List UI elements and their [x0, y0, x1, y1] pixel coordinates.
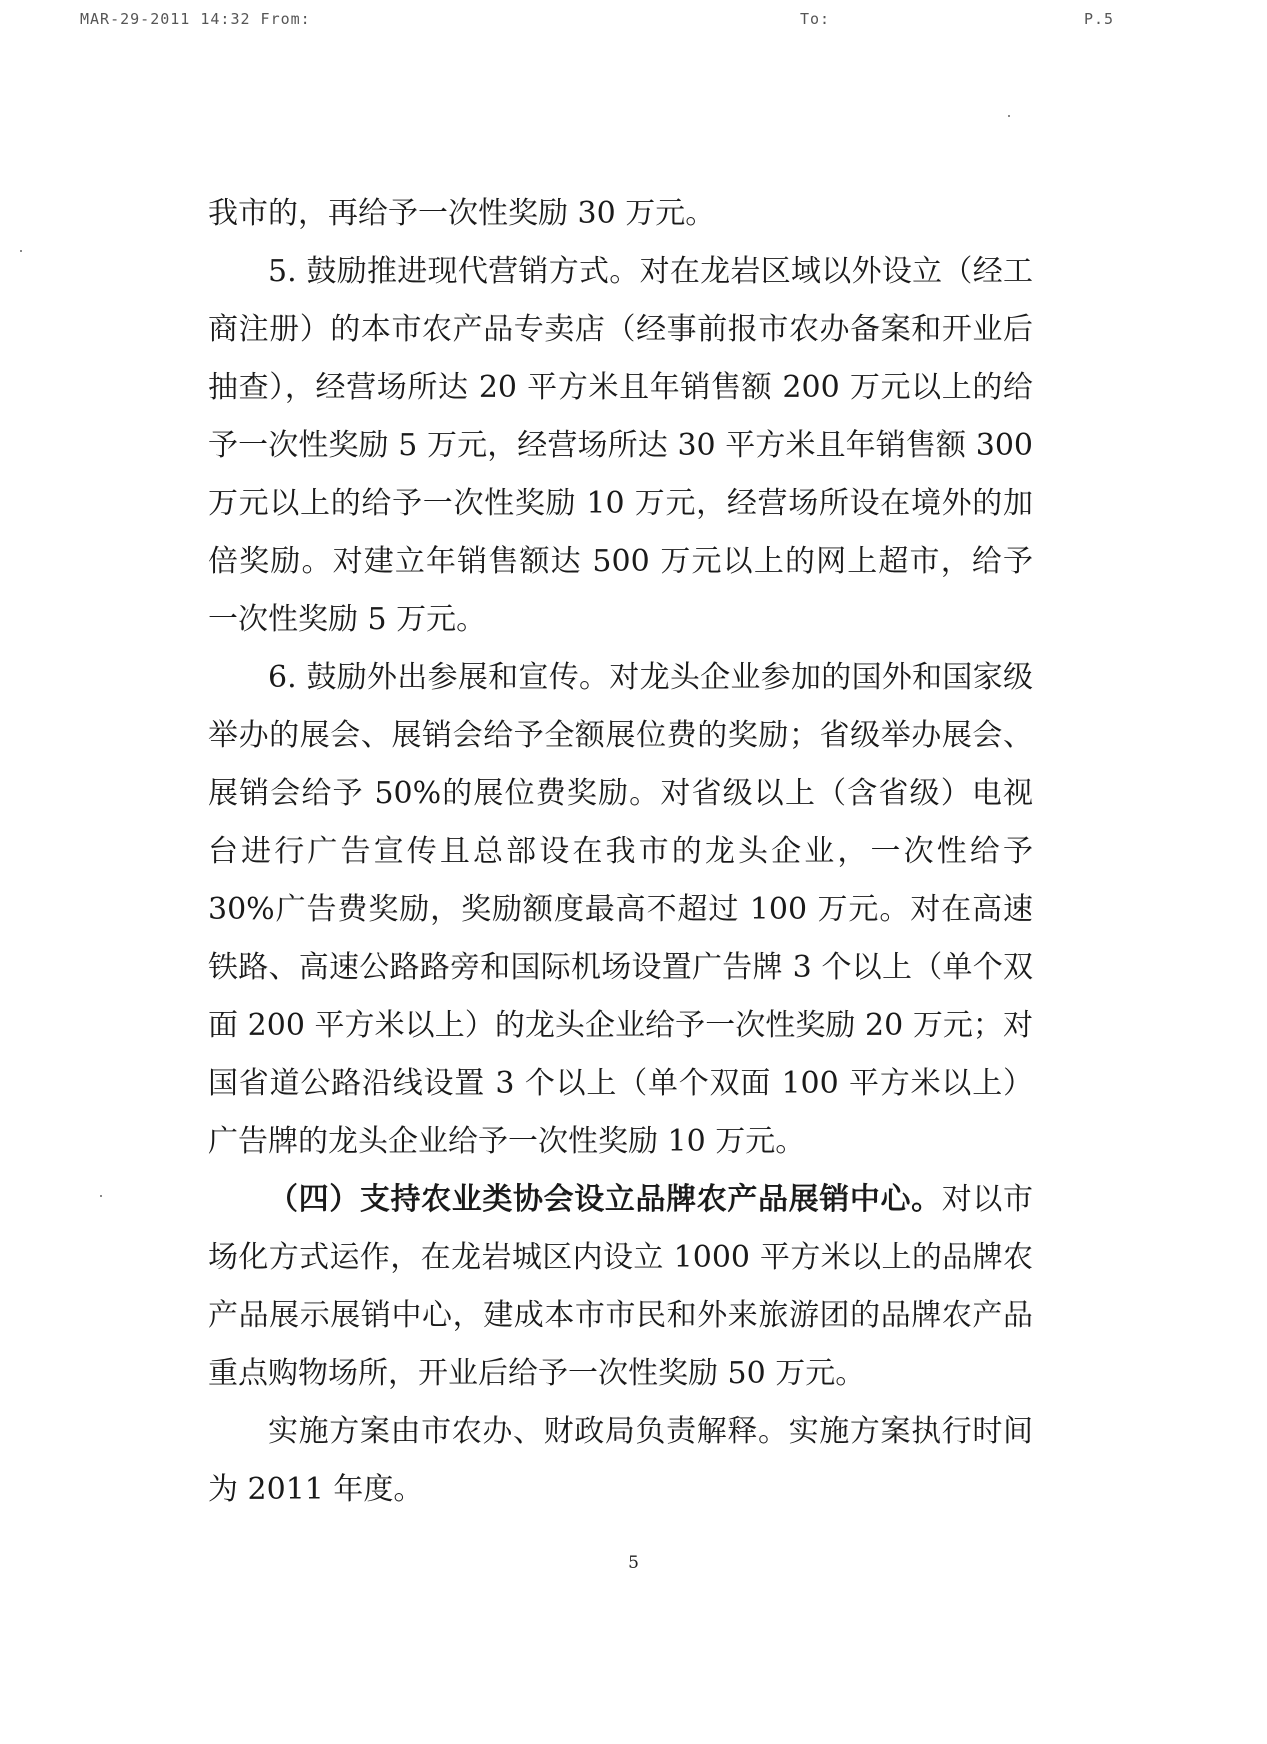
page-number: 5 [628, 1553, 639, 1573]
fax-page-label: P.5 [1084, 10, 1115, 28]
fax-header [0, 10, 1267, 34]
paragraph-item-6: 6. 鼓励外出参展和宣传。对龙头企业参加的国外和国家级举办的展会、展销会给予全额展位费的奖励；省级举办展会、展销会给予 50%的展位费奖励。对省级以上（含省级）电视台进行广告宣传且总部设在我市的龙头企业，一次性给予 30%广告费奖励，奖励额度最高不超过 100 万元。对在高速铁路、高速公路路旁和国际机场设置广告牌 3 个以上（单个双面 200 平方米以上）的龙头企业给予一次性奖励 20 万元；对国省道公路沿线设置 3 个以上（单个双面 100 平方米以上）广告牌的龙头企业给予一次性奖励 10 万元。 [208, 660, 1033, 1159]
section-4-body: 对以市场化方式运作，在龙岩城区内设立 1000 平方米以上的品牌农产品展示展销中心，建成本市市民和外来旅游团的品牌农产品重点购物场所，开业后给予一次性奖励 50 万元。 [208, 1182, 1033, 1391]
fax-to: To: [800, 10, 831, 28]
scan-speck [100, 1195, 102, 1197]
paragraph-section-4 [208, 1171, 1033, 1403]
document-body [208, 185, 1033, 1519]
section-4-heading: （四）支持农业类协会设立品牌农产品展销中心。 [268, 1182, 942, 1217]
fax-datetime-from: MAR-29-2011 14:32 From: [80, 10, 311, 28]
scan-speck [20, 250, 22, 252]
paragraph-continuation: 我市的，再给予一次性奖励 30 万元。 [208, 196, 716, 231]
paragraph-closing: 实施方案由市农办、财政局负责解释。实施方案执行时间为 2011 年度。 [208, 1414, 1033, 1507]
paragraph-item-5: 5. 鼓励推进现代营销方式。对在龙岩区域以外设立（经工商注册）的本市农产品专卖店（经事前报市农办备案和开业后抽查），经营场所达 20 平方米且年销售额 200 万元以上的给予一次性奖励 5 万元，经营场所达 30 平方米且年销售额 300 万元以上的给予一次性奖励 10 万元，经营场所设在境外的加倍奖励。对建立年销售额达 500 万元以上的网上超市，给予一次性奖励 5 万元。 [208, 254, 1033, 637]
scan-speck [1008, 115, 1010, 117]
